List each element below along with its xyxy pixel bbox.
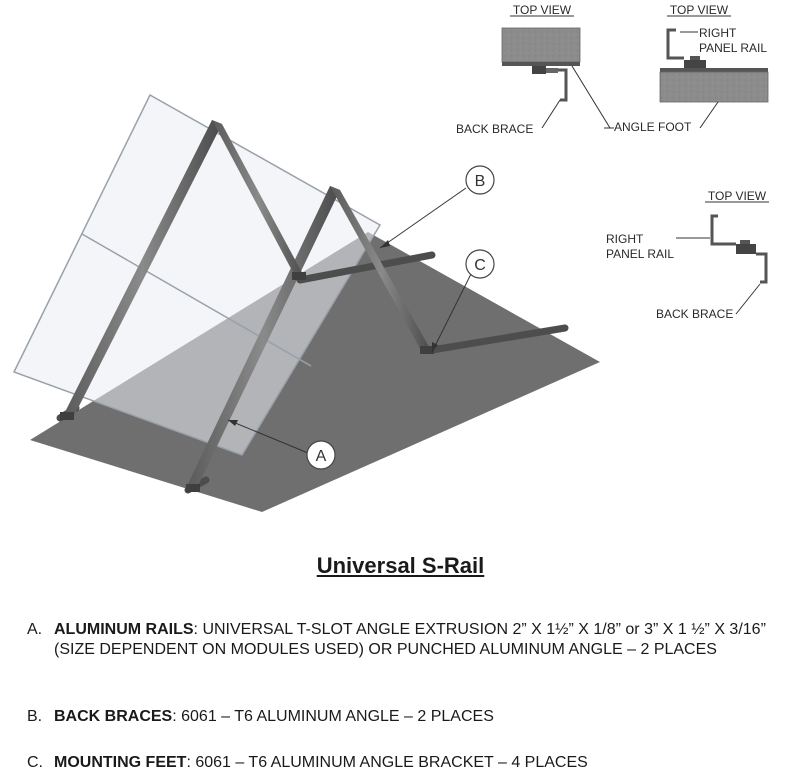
spec-item-name: ALUMINUM RAILS bbox=[54, 621, 194, 638]
detail-1-back-brace-label: BACK BRACE bbox=[456, 122, 534, 136]
page-title: Universal S-Rail bbox=[316, 553, 485, 578]
svg-text:B: B bbox=[474, 173, 486, 190]
spec-item-letter: A. bbox=[27, 621, 43, 638]
spec-item-letter: C. bbox=[27, 754, 43, 771]
callout-c bbox=[466, 250, 494, 278]
detail-2-rail-label-line2: PANEL RAIL bbox=[699, 41, 768, 55]
detail-1-angle-foot-label: ANGLE FOOT bbox=[614, 120, 692, 134]
detail-3-back-brace-label: BACK BRACE bbox=[656, 307, 734, 321]
svg-text:A: A bbox=[315, 448, 327, 465]
detail-2-heading: TOP VIEW bbox=[669, 3, 729, 17]
detail-top-view-back-brace bbox=[606, 189, 769, 321]
detail-3-rail-label-line2: PANEL RAIL bbox=[606, 247, 675, 261]
detail-2-rail-label-line1: RIGHT bbox=[699, 26, 737, 40]
spec-item-description: : 6061 – T6 ALUMINUM ANGLE BRACKET – 4 PLACES bbox=[186, 754, 588, 771]
spec-item-name: BACK BRACES bbox=[54, 708, 173, 725]
detail-top-view-left bbox=[456, 3, 692, 136]
spec-item-name: MOUNTING FEET bbox=[54, 754, 187, 771]
svg-text:C: C bbox=[474, 257, 486, 274]
callout-a bbox=[307, 441, 335, 469]
detail-top-view-right bbox=[660, 3, 768, 128]
detail-3-heading: TOP VIEW bbox=[707, 189, 767, 203]
spec-item-letter: B. bbox=[27, 708, 43, 725]
spec-item-description: : UNIVERSAL T-SLOT ANGLE EXTRUSION 2” X 1½” X 1/8” or 3” X 1 ½” X 3/16” (SIZE DEPENDENT ON MODULES USED) OR PUNCHED ALUMINUM ANGLE – 2 PLACES bbox=[54, 621, 766, 658]
detail-3-rail-label-line1: RIGHT bbox=[606, 232, 644, 246]
callout-b-leader bbox=[380, 188, 466, 248]
spec-item-back-braces bbox=[27, 707, 787, 727]
spec-item-description: : 6061 – T6 ALUMINUM ANGLE – 2 PLACES bbox=[172, 708, 494, 725]
callout-b bbox=[466, 166, 494, 194]
spec-item-aluminum-rails bbox=[27, 620, 787, 660]
detail-1-heading: TOP VIEW bbox=[512, 3, 572, 17]
spec-item-mounting-feet bbox=[27, 753, 787, 773]
